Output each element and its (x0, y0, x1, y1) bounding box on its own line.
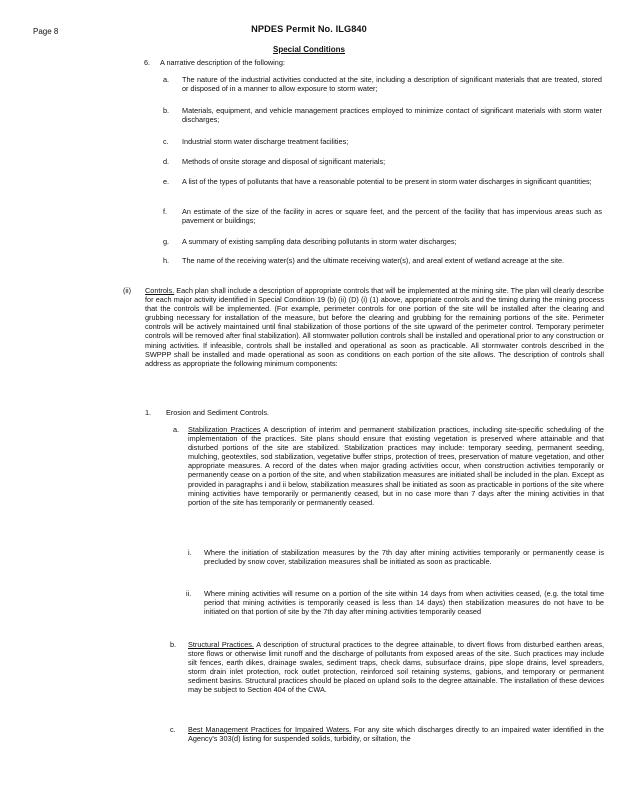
controls-label: (ii) (123, 286, 132, 295)
item-6h-text: The name of the receiving water(s) and the ultimate receiving water(s), and areal extent of wetland acreage at the site. (182, 256, 565, 265)
bmp-paragraph (188, 725, 604, 743)
page-number: Page 8 (33, 27, 59, 36)
bmp-text: For any site which discharges directly to an impaired water identified in the Agency's 303(d) listing for suspended solids, turbidity, or siltation, the (188, 725, 604, 744)
stabilization-sub-i-text: Where the initiation of stabilization measures by the 7th day after mining activities temporarily or permanently cease is precluded by snow cover, stabilization measures shall be initiated as soon as practicable. (204, 548, 604, 567)
stabilization-label: a. (173, 425, 180, 434)
item-6c-label: c. (163, 137, 169, 146)
item-6d-text: Methods of onsite storage and disposal of significant materials; (182, 157, 386, 166)
item-6a-label: a. (163, 75, 170, 84)
stabilization-sub-ii-label: ii. (186, 589, 192, 598)
controls-heading: Controls. (145, 286, 175, 295)
structural-text: A description of structural practices to the degree attainable, to divert flows from disturbed earthen areas, store flows or otherwise limit runoff and the discharge of pollutants from exposed areas of the site. Such practices may include silt fences, earth dikes, drainage swales, sediment traps, check dams, subsurface drains, pipe slope drains, level spreaders, storm drain inlet protection, rock outlet protection, reinforced soil retaining systems, gabions, and temporary or permanent sediment basins. Structural practices should be placed on upland soils to the degree attainable. The installation of these devices may be subject to Section 404 of the CWA. (188, 640, 604, 695)
item-6d-label: d. (163, 157, 170, 166)
structural-heading: Structural Practices. (188, 640, 254, 649)
stabilization-heading: Stabilization Practices (188, 425, 261, 434)
item-6f-text: An estimate of the size of the facility in acres or square feet, and the percent of the facility that has impervious areas such as pavement or buildings; (182, 207, 602, 226)
permit-title: NPDES Permit No. ILG840 (251, 24, 367, 34)
item-6f-label: f. (163, 207, 168, 216)
bmp-label: c. (170, 725, 176, 734)
erosion-number: 1. (145, 408, 152, 417)
item-6-number: 6. (144, 58, 151, 67)
controls-paragraph (145, 286, 604, 368)
section-title: Special Conditions (272, 45, 345, 54)
item-6-intro: A narrative description of the following: (160, 58, 285, 67)
erosion-title: Erosion and Sediment Controls. (166, 408, 270, 417)
item-6c-text: Industrial storm water discharge treatment facilities; (182, 137, 349, 146)
stabilization-text: A description of interim and permanent stabilization practices, including site-specific scheduling of the implementation of the practices. Site plans should ensure that existing vegetation is preserved where attainable and that disturbed portions of the site are stabilized. Stabilization practices may include: temporary seeding, permanent seeding, mulching, geotextiles, sod stabilization, vegetative buffer strips, protection of trees, preservation of mature vegetation, and other appropriate measures. A record of the dates when major grading activities occur, when construction activities temporarily or permanently cease on a portion of the site, and when stabilization measures are initiated shall be included in the plan. Except as provided in paragraphs i and ii below, stabilization measures shall be initiated as soon as practicable in portions of the site where mining activities have temporarily or permanently ceased, but in no case more than 7 days after the mining activities in that portion of the site has temporarily or permanently ceased. (188, 425, 604, 507)
stabilization-sub-ii-text: Where mining activities will resume on a portion of the site within 14 days from when activities ceased, (e.g. the total time period that mining activities is temporarily ceased is less than 14 days) then stabilization measures do not have to be initiated on that portion of site by the 7th day after mining activities temporarily ceased (204, 589, 604, 617)
item-6g-text: A summary of existing sampling data describing pollutants in storm water discharges; (182, 237, 457, 246)
controls-text: Each plan shall include a description of appropriate controls that will be implemented at the mining site. The plan will clearly describe for each major activity identified in Special Condition 19 (b) (ii) (D) (i) (1) above, appropriate controls and the timing during the mining process that the controls will be implemented. (For example, perimeter controls for one portion of the site will be installed after the clearing and grubbing necessary for installation of the measure, but before the clearing and grubbing for the remaining portions of the site. Perimeter controls will be actively maintained until final stabilization of those portions of the site upward of the perimeter control. Temporary perimeter controls will be removed after final stabilization). All stormwater pollution controls shall be installed and operational prior to any construction or mining activities. If infeasible, controls shall be installed and operational as soon as practicable. All stormwater controls described in the SWPPP shall be installed and made operational as soon as conditions on each portion of the site allows. The description of controls shall address as appropriate the following minimum components: (145, 286, 604, 368)
structural-paragraph (188, 640, 604, 695)
stabilization-paragraph (188, 425, 604, 507)
item-6h-label: h. (163, 256, 170, 265)
item-6e-text: A list of the types of pollutants that have a reasonable potential to be present in storm water discharges in significant quantities; (182, 177, 592, 186)
item-6e-label: e. (163, 177, 170, 186)
structural-label: b. (170, 640, 177, 649)
item-6b-text: Materials, equipment, and vehicle management practices employed to minimize contact of significant materials with storm water discharges; (182, 106, 602, 125)
item-6b-label: b. (163, 106, 170, 115)
bmp-heading: Best Management Practices for Impaired Waters. (188, 725, 352, 734)
item-6g-label: g. (163, 237, 170, 246)
item-6a-text: The nature of the industrial activities conducted at the site, including a description of significant materials that are treated, stored or disposed of in a manner to allow exposure to storm water; (182, 75, 602, 94)
stabilization-sub-i-label: i. (188, 548, 192, 557)
